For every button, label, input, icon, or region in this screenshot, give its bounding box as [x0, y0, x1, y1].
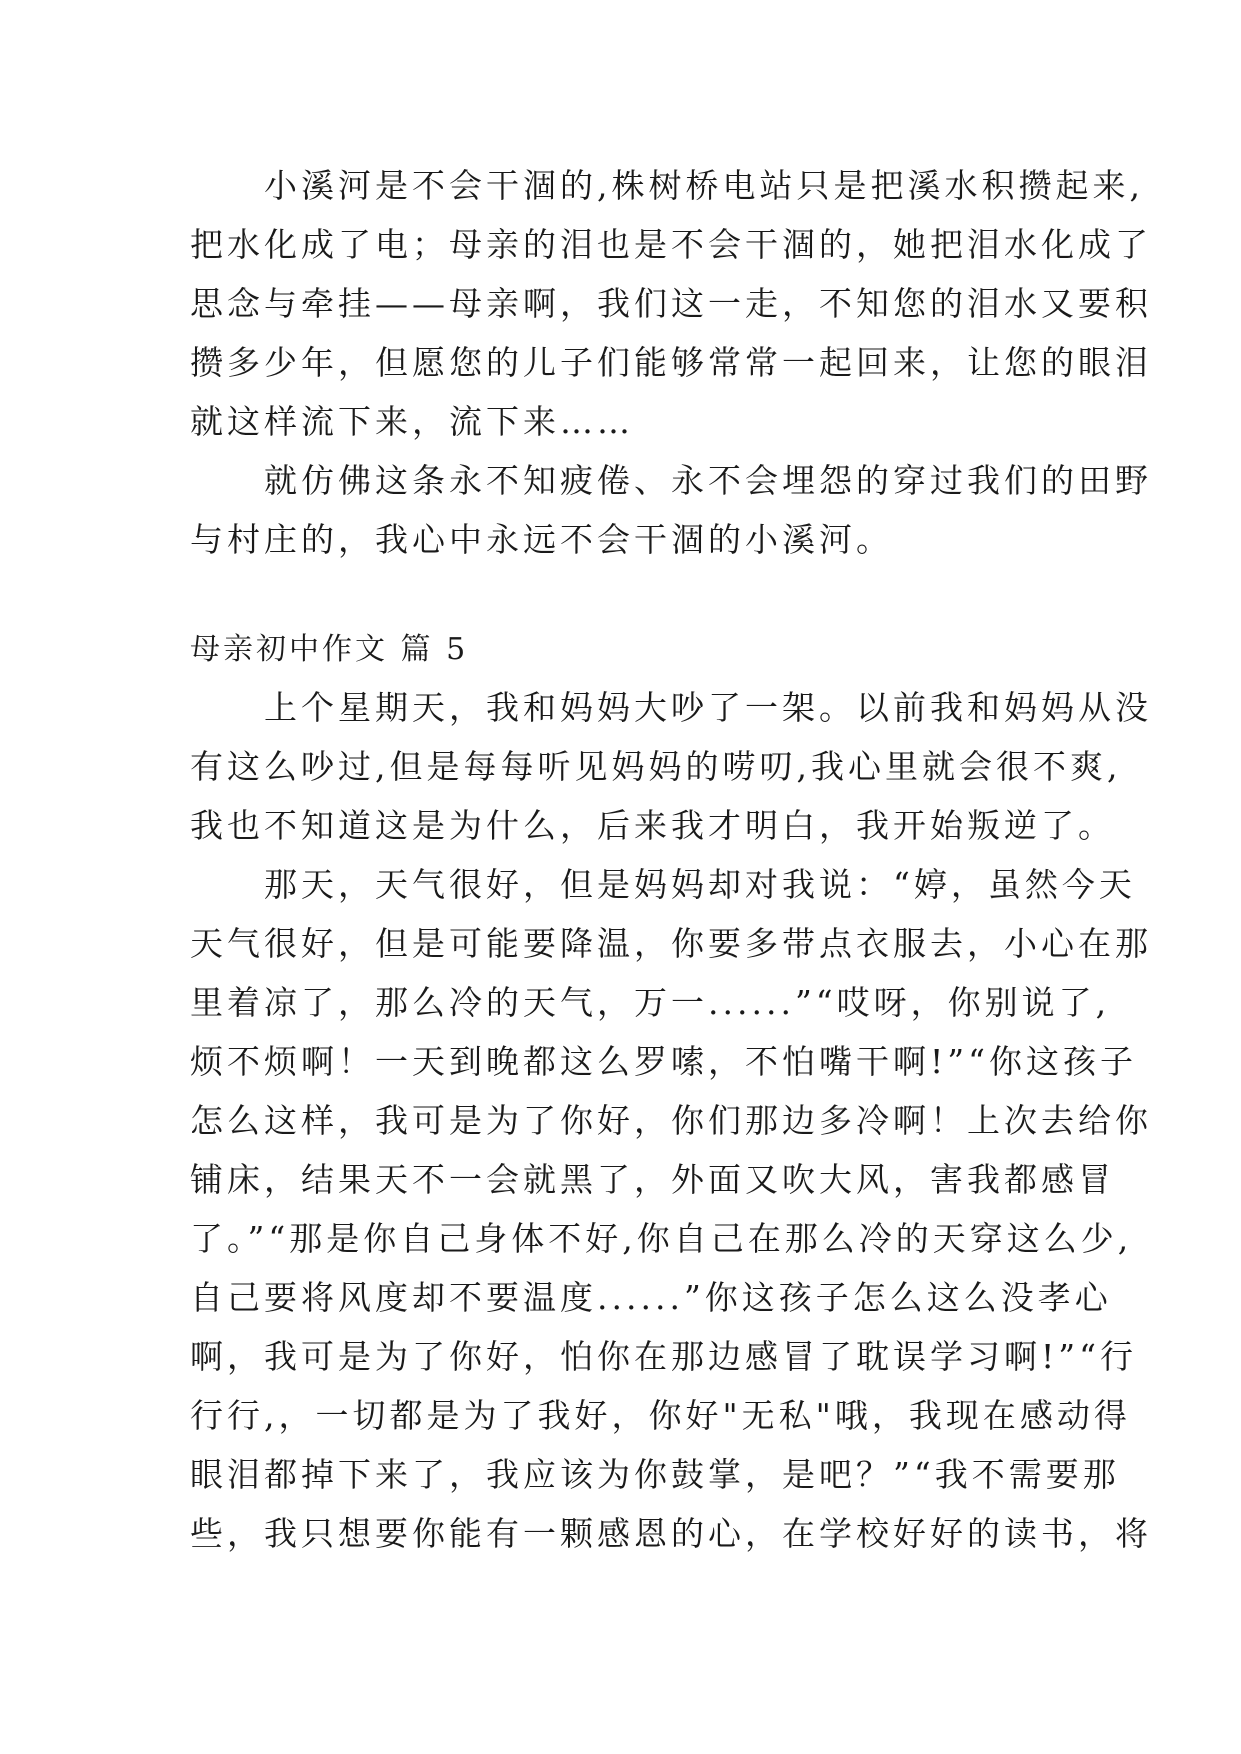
paragraph-line: 行行,，一切都是为了我好，你好"无私"哦，我现在感动得	[190, 1396, 1131, 1435]
paragraph-line: 那天，天气很好，但是妈妈却对我说：“婷，虽然今天	[190, 865, 1136, 904]
paragraph-line: 把水化成了电；母亲的泪也是不会干涸的，她把泪水化成了	[190, 225, 1152, 264]
paragraph-line: 些，我只想要你能有一颗感恩的心，在学校好好的读书，将	[190, 1514, 1152, 1553]
paragraph-line: 上个星期天，我和妈妈大吵了一架。以前我和妈妈从没	[190, 688, 1152, 727]
paragraph-line: 啊，我可是为了你好，怕你在那边感冒了耽误学习啊!”“行	[190, 1337, 1138, 1376]
paragraph-line: 里着凉了，那么冷的天气，万一......”“哎呀，你别说了,	[190, 983, 1111, 1022]
paragraph-line: 与村庄的，我心中永远不会干涸的小溪河。	[190, 520, 893, 559]
paragraph-line: 天气很好，但是可能要降温，你要多带点衣服去，小心在那	[190, 924, 1152, 963]
paragraph-line: 有这么吵过,但是每每听见妈妈的唠叨,我心里就会很不爽,	[190, 747, 1122, 786]
paragraph-line: 眼泪都掉下来了，我应该为你鼓掌，是吧？”“我不需要那	[190, 1455, 1120, 1494]
paragraph-line: 铺床，结果天不一会就黑了，外面又吹大风，害我都感冒	[190, 1160, 1115, 1199]
paragraph-line: 攒多少年，但愿您的儿子们能够常常一起回来，让您的眼泪	[190, 343, 1152, 382]
paragraph-line: 怎么这样，我可是为了你好，你们那边多冷啊！上次去给你	[190, 1101, 1152, 1140]
paragraph-line: 了。”“那是你自己身体不好,你自己在那么冷的天穿这么少,	[190, 1219, 1133, 1258]
paragraph-line: 我也不知道这是为什么，后来我才明白，我开始叛逆了。	[190, 806, 1115, 845]
paragraph-line: 就这样流下来，流下来……	[190, 402, 634, 441]
paragraph-line: 就仿佛这条永不知疲倦、永不会埋怨的穿过我们的田野	[190, 461, 1152, 500]
paragraph-line: 思念与牵挂——母亲啊，我们这一走，不知您的泪水又要积	[190, 284, 1152, 323]
paragraph-line: 烦不烦啊！一天到晚都这么罗嗦，不怕嘴干啊!”“你这孩子	[190, 1042, 1138, 1081]
section-heading: 母亲初中作文 篇 5	[190, 632, 469, 667]
paragraph-line: 自己要将风度却不要温度......”你这孩子怎么这么没孝心	[190, 1278, 1112, 1317]
paragraph-line: 小溪河是不会干涸的,株树桥电站只是把溪水积攒起来,	[190, 166, 1144, 205]
